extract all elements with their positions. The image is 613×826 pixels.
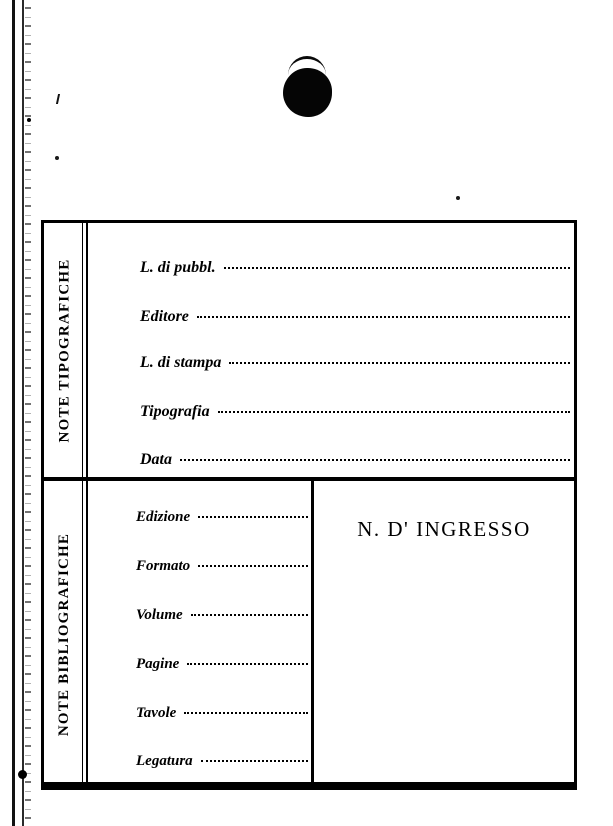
scan-edge-line-inner	[22, 0, 24, 826]
section-label-bibliografiche-text: NOTE BIBLIOGRAFICHE	[56, 532, 73, 736]
edge-ink-dot	[18, 770, 27, 779]
field-row-edizione[interactable]	[136, 509, 308, 533]
field-label-luogo-pubblicazione: L. di pubbl.	[140, 259, 216, 276]
field-input-legatura[interactable]	[201, 759, 308, 762]
panel-numero-ingresso[interactable]	[314, 481, 574, 787]
stray-speck	[55, 156, 59, 160]
ink-blot	[283, 68, 332, 117]
field-input-pagine[interactable]	[187, 662, 308, 665]
section-label-bibliografiche	[44, 481, 88, 787]
section-note-tipografiche	[44, 223, 574, 481]
stray-pen-mark	[56, 94, 60, 104]
field-input-tipografia[interactable]	[218, 410, 570, 413]
field-row-data[interactable]	[140, 451, 570, 475]
field-row-pagine[interactable]	[136, 656, 308, 680]
field-row-tavole[interactable]	[136, 705, 308, 729]
fields-tipografiche	[88, 223, 574, 477]
field-input-luogo-stampa[interactable]	[229, 361, 570, 364]
field-label-legatura: Legatura	[136, 753, 193, 769]
field-row-luogo-pubblicazione[interactable]	[140, 259, 570, 283]
edge-ink-dot	[27, 118, 31, 122]
fields-bibliografiche	[88, 481, 314, 787]
scan-edge-speckle	[25, 0, 31, 826]
section-note-bibliografiche	[44, 481, 574, 787]
field-label-pagine: Pagine	[136, 656, 180, 672]
scan-edge-line-outer	[12, 0, 15, 826]
field-label-luogo-stampa: L. di stampa	[140, 354, 222, 371]
field-label-editore: Editore	[140, 308, 189, 325]
stray-speck	[456, 196, 460, 200]
section-label-tipografiche-text: NOTE TIPOGRAFICHE	[56, 258, 73, 442]
field-label-edizione: Edizione	[136, 509, 191, 525]
field-label-tavole: Tavole	[136, 705, 177, 721]
field-input-editore[interactable]	[197, 315, 570, 318]
field-row-legatura[interactable]	[136, 753, 308, 777]
label-numero-ingresso: N. D' INGRESSO	[357, 517, 531, 541]
field-label-volume: Volume	[136, 607, 183, 623]
field-row-editore[interactable]	[140, 308, 570, 332]
field-input-edizione[interactable]	[198, 515, 308, 518]
bibliographic-form	[41, 220, 577, 790]
side-label-rule	[82, 223, 83, 477]
side-label-rule	[82, 481, 83, 787]
field-label-tipografia: Tipografia	[140, 403, 210, 420]
field-input-data[interactable]	[180, 458, 570, 461]
field-row-luogo-stampa[interactable]	[140, 354, 570, 378]
field-input-tavole[interactable]	[184, 711, 308, 714]
form-base-rule	[44, 782, 574, 787]
field-row-formato[interactable]	[136, 558, 308, 582]
field-label-data: Data	[140, 451, 172, 468]
field-input-formato[interactable]	[198, 564, 308, 567]
field-label-formato: Formato	[136, 558, 191, 574]
section-label-tipografiche	[44, 223, 88, 477]
field-row-volume[interactable]	[136, 607, 308, 631]
field-input-volume[interactable]	[191, 613, 308, 616]
field-input-luogo-pubblicazione[interactable]	[224, 266, 570, 269]
scan-edge-margin	[0, 0, 10, 826]
field-row-tipografia[interactable]	[140, 403, 570, 427]
